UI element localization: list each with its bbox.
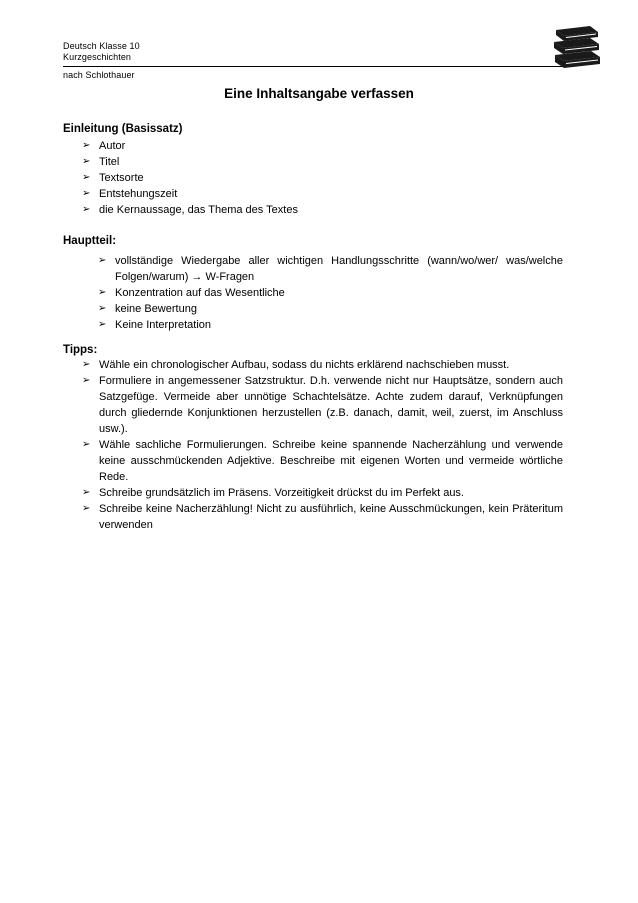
list-item: ➢ Entstehungszeit — [82, 188, 178, 200]
section-heading-tips: Tipps: — [63, 344, 98, 356]
header-subject: Deutsch Klasse 10 — [63, 41, 140, 51]
list-item: ➢ Formuliere in angemessener Satzstruktur. D.h. verwende nicht nur Hauptsätze, sondern auch Satzgefüge. Vermeide aber unnötige Schachtelsätze. Achte zudem darauf, Verknüpfungen durch gliedernde Konjunktionen herzustellen (z.B. danach, damit, weil, zuerst, im Anschluss usw.). — [82, 375, 563, 435]
section-heading-main: Hauptteil: — [63, 235, 117, 247]
arrow-bullet-icon: ➢ — [82, 204, 91, 215]
arrow-bullet-icon: ➢ — [82, 503, 91, 514]
tips-list — [82, 357, 563, 533]
list-item: ➢ Schreibe grundsätzlich im Präsens. Vorzeitigkeit drückst du im Perfekt aus. — [82, 487, 464, 499]
books-stack-icon — [550, 24, 602, 70]
list-item: ➢ Konzentration auf das Wesentliche — [98, 287, 285, 299]
arrow-bullet-icon: ➢ — [98, 287, 107, 298]
list-item: ➢ vollständige Wiedergabe aller wichtigen Handlungsschritte (wann/wo/wer/ was/welche Folgen/warum) → W-Fragen — [98, 255, 563, 283]
list-item: ➢ Autor — [82, 140, 126, 152]
intro-list — [82, 138, 502, 218]
arrow-bullet-icon: ➢ — [82, 172, 91, 183]
list-item: ➢ Schreibe keine Nacherzählung! Nicht zu ausführlich, keine Ausschmückungen, kein Präteritum verwenden — [82, 503, 563, 531]
list-item: ➢ Keine Interpretation — [98, 319, 212, 331]
list-item: ➢ keine Bewertung — [98, 303, 197, 315]
list-item: ➢ Titel — [82, 156, 120, 168]
list-item: ➢ Textsorte — [82, 172, 144, 184]
section-heading-intro: Einleitung (Basissatz) — [63, 123, 183, 135]
list-item: ➢ Wähle sachliche Formulierungen. Schreibe keine spannende Nacherzählung und verwende keine ausschmückenden Adjektive. Beschreibe mit eigenen Worten und vermeide wörtliche Rede. — [82, 439, 563, 483]
header-topic: Kurzgeschichten — [63, 52, 132, 62]
arrow-bullet-icon: ➢ — [82, 140, 91, 151]
main-list — [98, 253, 563, 333]
arrow-bullet-icon: ➢ — [82, 487, 91, 498]
page-title: Eine Inhaltsangabe verfassen — [224, 86, 414, 101]
arrow-bullet-icon: ➢ — [82, 359, 91, 370]
arrow-bullet-icon: ➢ — [98, 255, 107, 266]
list-item: ➢ die Kernaussage, das Thema des Textes — [82, 204, 298, 216]
arrow-bullet-icon: ➢ — [82, 439, 91, 450]
arrow-bullet-icon: ➢ — [82, 156, 91, 167]
arrow-bullet-icon: ➢ — [98, 303, 107, 314]
header-divider — [63, 66, 574, 67]
arrow-bullet-icon: ➢ — [98, 319, 107, 330]
list-item: ➢ Wähle ein chronologischer Aufbau, sodass du nichts erklärend nachschieben musst. — [82, 359, 510, 371]
arrow-bullet-icon: ➢ — [82, 375, 91, 386]
arrow-bullet-icon: ➢ — [82, 188, 91, 199]
header-author: nach Schlothauer — [63, 70, 135, 80]
